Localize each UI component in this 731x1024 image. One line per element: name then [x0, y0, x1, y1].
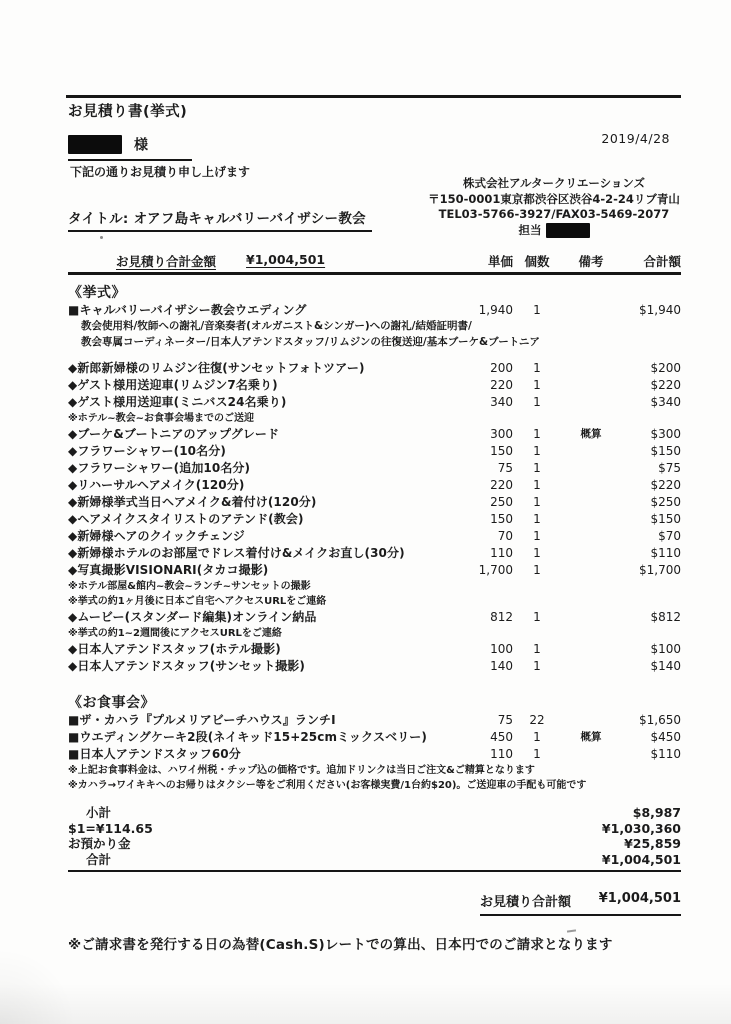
item-unit-price: 100 — [490, 642, 513, 656]
item-total: $1,700 — [639, 563, 681, 577]
greeting-text: 下記の通りお見積り申し上げます — [70, 165, 251, 179]
item-quantity: 1 — [533, 361, 541, 375]
item-total: $220 — [650, 478, 681, 492]
item-unit-price: 220 — [490, 478, 513, 492]
item-note: ※上記お食事料金は、ハワイ州税・チップ込の価格です。追加ドリンクは当日ご注文&ご精算となります — [68, 765, 535, 776]
table-row — [68, 712, 681, 729]
item-sub-description: 教会使用料/牧師への謝礼/音楽奏者(オルガニスト&シンガー)への謝礼/結婚証明書/ — [81, 320, 472, 332]
item-remark — [561, 641, 621, 658]
summary-label: お見積り合計金額 — [116, 254, 217, 269]
footer-note: ※ご請求書を発行する日の為替(Cash.S)レートでの算出、日本円でのご請求となります — [68, 937, 613, 953]
column-header-quantity: 個数 — [524, 254, 550, 269]
item-description: ◆新婦様挙式当日ヘアメイク&着付け(120分) — [68, 495, 317, 509]
item-quantity: 1 — [533, 378, 541, 392]
section-header: 《挙式》 — [68, 285, 126, 301]
table-row — [68, 729, 681, 746]
item-description: ◆ゲスト様用送迎車(ミニバス24名乗り) — [68, 395, 287, 409]
customer-honorific: 様 — [134, 137, 148, 154]
item-description: ◆フラワーシャワー(10名分) — [68, 444, 226, 458]
item-total: $70 — [658, 529, 681, 543]
item-remark — [561, 658, 621, 675]
item-remark: 概算 — [580, 731, 602, 743]
line-items — [68, 284, 681, 793]
grand-total-inner — [480, 891, 681, 916]
company-block — [424, 176, 684, 238]
top-rule — [66, 95, 681, 98]
column-header-remarks: 備考 — [578, 254, 604, 269]
item-total: $150 — [650, 444, 681, 458]
total-value: ¥1,004,501 — [601, 851, 681, 867]
total-value: ¥1,030,360 — [601, 820, 681, 836]
item-remark — [561, 460, 621, 477]
item-total: $340 — [650, 395, 681, 409]
item-quantity: 1 — [533, 642, 541, 656]
item-unit-price: 150 — [490, 444, 513, 458]
item-quantity: 1 — [533, 730, 541, 744]
item-remark — [561, 746, 621, 763]
item-description: ◆ムービー(スタンダード編集)オンライン納品 — [68, 610, 317, 624]
item-note: ※挙式の約1ヶ月後に日本ご自宅へアクセスURLをご連絡 — [68, 596, 327, 607]
item-total: $812 — [650, 610, 681, 624]
item-quantity: 1 — [533, 610, 541, 624]
item-unit-price: 75 — [497, 461, 513, 475]
section-header: 《お食事会》 — [68, 695, 155, 711]
item-description: ◆フラワーシャワー(追加10名分) — [68, 461, 251, 475]
table-row — [68, 477, 681, 494]
item-quantity: 1 — [533, 461, 541, 475]
summary-cell — [68, 252, 443, 270]
item-quantity: 1 — [533, 427, 541, 441]
item-quantity: 1 — [533, 529, 541, 543]
table-row — [68, 609, 681, 626]
table-row — [68, 528, 681, 545]
table-row — [68, 545, 681, 562]
item-quantity: 1 — [533, 478, 541, 492]
item-description: ◆リハーサルヘアメイク(120分) — [68, 478, 245, 492]
item-remark — [561, 377, 621, 394]
column-header-unit-price: 単価 — [487, 254, 513, 269]
item-unit-price: 110 — [490, 546, 513, 560]
table-row — [68, 641, 681, 658]
totals-block — [68, 805, 681, 872]
item-remark: 概算 — [580, 428, 602, 440]
item-total: $300 — [650, 427, 681, 441]
company-address: 〒150-0001東京都渋谷区渋谷4-2-24リブ青山 — [428, 191, 680, 206]
item-unit-price: 340 — [490, 395, 513, 409]
estimate-subject: タイトル: オアフ島キャルバリーバイザシー教会 — [68, 207, 372, 232]
grand-total-row — [68, 891, 681, 916]
item-note: ※挙式の約1~2週間後にアクセスURLをご連絡 — [68, 628, 282, 639]
total-label: 小計 — [86, 805, 112, 820]
item-description: ◆新婦様ヘアのクイックチェンジ — [68, 529, 245, 543]
item-total: $450 — [650, 730, 681, 744]
item-total: $110 — [650, 546, 681, 560]
item-description: ◆写真撮影VISIONARI(タカコ撮影) — [68, 563, 269, 577]
redacted-contact-name — [546, 223, 590, 238]
item-unit-price: 1,700 — [478, 563, 513, 577]
item-remark — [561, 494, 621, 511]
table-row — [68, 443, 681, 460]
table-row — [68, 394, 681, 411]
item-unit-price: 220 — [490, 378, 513, 392]
item-description: ■ザ・カハラ『プルメリアビーチハウス』ランチⅠ — [68, 713, 336, 727]
item-unit-price: 300 — [490, 427, 513, 441]
total-label: $1=¥114.65 — [68, 820, 153, 836]
scan-artifact-dot — [100, 236, 103, 239]
item-total: $150 — [650, 512, 681, 526]
summary-amount: ¥1,004,501 — [246, 252, 326, 267]
item-quantity: 1 — [533, 563, 541, 577]
item-description: ■ウエディングケーキ2段(ネイキッド15+25cmミックスベリー) — [68, 730, 427, 744]
item-remark — [561, 302, 621, 319]
item-description: ◆ゲスト様用送迎車(リムジン7名乗り) — [68, 378, 278, 392]
item-description: ◆新婦様ホテルのお部屋でドレス着付け&メイクお直し(30分) — [68, 546, 405, 560]
estimate-body — [68, 252, 681, 953]
grand-total-label: お見積り合計額 — [480, 895, 572, 910]
item-remark — [561, 477, 621, 494]
item-unit-price: 150 — [490, 512, 513, 526]
item-description: ◆ヘアメイクスタイリストのアテンド(教会) — [68, 512, 304, 526]
item-total: $110 — [650, 747, 681, 761]
item-total: $200 — [650, 361, 681, 375]
row-gap — [68, 675, 681, 685]
item-total: $140 — [650, 659, 681, 673]
contact-line — [424, 223, 684, 239]
item-unit-price: 1,940 — [478, 303, 513, 317]
company-telfax: TEL03-5766-3927/FAX03-5469-2077 — [438, 207, 670, 221]
item-unit-price: 70 — [497, 529, 513, 543]
item-unit-price: 200 — [490, 361, 513, 375]
contact-label: 担当 — [518, 222, 542, 237]
item-remark — [561, 394, 621, 411]
item-remark — [561, 545, 621, 562]
table-row — [68, 658, 681, 675]
item-remark — [561, 528, 621, 545]
item-remark — [561, 360, 621, 377]
table-row — [68, 511, 681, 528]
item-quantity: 1 — [533, 495, 541, 509]
item-remark — [561, 443, 621, 460]
item-description: ◆日本人アテンドスタッフ(サンセット撮影) — [68, 659, 305, 673]
item-description: ◆新郎新婦様のリムジン往復(サンセットフォトツアー) — [68, 361, 365, 375]
redacted-customer-name — [68, 135, 122, 154]
item-description: ◆ブーケ&ブートニアのアップグレード — [68, 427, 280, 441]
customer-line — [68, 134, 192, 161]
item-unit-price: 450 — [490, 730, 513, 744]
item-quantity: 22 — [529, 713, 545, 727]
item-sub-description: 教会専属コーディネーター/日本人アテンドスタッフ/リムジンの往復送迎/基本ブーケ&ブートニア — [81, 335, 540, 348]
item-total: $250 — [650, 495, 681, 509]
item-description: ■キャルバリーバイザシー教会ウエディング — [68, 303, 307, 317]
item-quantity: 1 — [533, 395, 541, 409]
document-date: 2019/4/28 — [601, 131, 670, 146]
item-total: $75 — [658, 461, 681, 475]
item-remark — [561, 511, 621, 528]
document-title: お見積り書(挙式) — [68, 104, 188, 120]
item-unit-price: 250 — [490, 495, 513, 509]
table-header — [68, 252, 681, 275]
item-quantity: 1 — [533, 659, 541, 673]
table-row — [68, 360, 681, 377]
total-value: $8,987 — [632, 805, 681, 820]
table-row — [68, 494, 681, 511]
total-label: お預かり金 — [68, 836, 131, 851]
item-unit-price: 110 — [490, 747, 513, 761]
row-gap — [68, 350, 681, 360]
table-row — [68, 377, 681, 394]
item-remark — [561, 609, 621, 626]
column-header-total: 合計額 — [643, 254, 681, 269]
table-row — [68, 426, 681, 443]
item-description: ◆日本人アテンドスタッフ(ホテル撮影) — [68, 642, 281, 656]
item-quantity: 1 — [533, 444, 541, 458]
total-row — [68, 852, 681, 868]
item-remark — [561, 562, 621, 579]
item-remark — [561, 712, 621, 729]
total-label: 合計 — [86, 851, 112, 867]
item-unit-price: 140 — [490, 659, 513, 673]
total-row — [68, 821, 681, 837]
item-total: $100 — [650, 642, 681, 656]
item-quantity: 1 — [533, 546, 541, 560]
item-unit-price: 812 — [490, 610, 513, 624]
table-row — [68, 746, 681, 763]
item-quantity: 1 — [533, 747, 541, 761]
item-note: ※カハラ→ワイキキへのお帰りはタクシー等をご利用ください(お客様実費/1台約$20)。ご送迎車の手配も可能です — [68, 780, 587, 791]
item-quantity: 1 — [533, 303, 541, 317]
item-total: $1,940 — [639, 303, 681, 317]
item-note: ※ホテル~教会~お食事会場までのご送迎 — [68, 413, 254, 424]
item-note: ※ホテル部屋&館内~教会~ランチ~サンセットの撮影 — [68, 581, 311, 592]
total-row — [68, 836, 681, 852]
grand-total-value: ¥1,004,501 — [598, 891, 681, 906]
item-unit-price: 75 — [497, 713, 513, 727]
total-value: ¥25,859 — [624, 836, 681, 851]
company-name: 株式会社アルタークリエーションズ — [462, 176, 646, 190]
item-total: $220 — [650, 378, 681, 392]
item-description: ■日本人アテンドスタッフ60分 — [68, 747, 241, 761]
item-total: $1,650 — [639, 713, 681, 727]
total-row — [68, 805, 681, 821]
item-quantity: 1 — [533, 512, 541, 526]
table-row — [68, 302, 681, 319]
table-row — [68, 460, 681, 477]
table-row — [68, 562, 681, 579]
